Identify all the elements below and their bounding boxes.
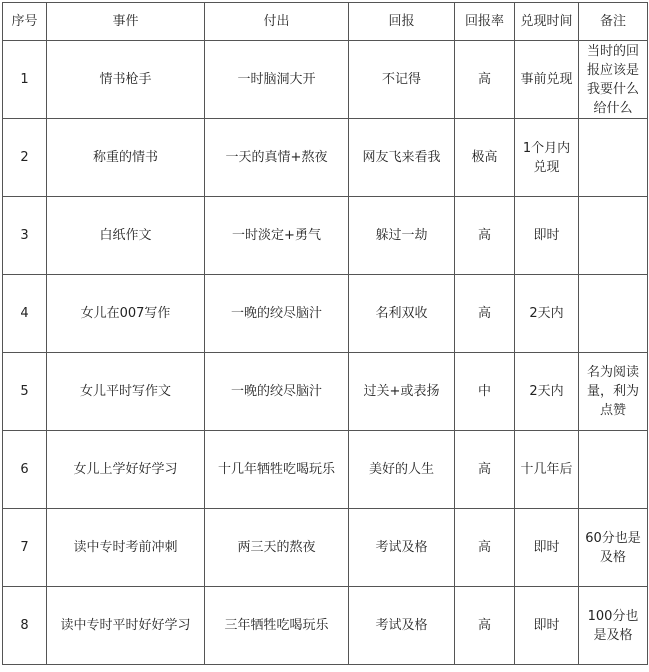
header-reward-rate: 回报率 bbox=[455, 3, 515, 41]
header-fulfillment-time: 兑现时间 bbox=[515, 3, 579, 41]
cell-note: 100分也是及格 bbox=[579, 587, 648, 665]
cell-reward: 名利双收 bbox=[349, 275, 455, 353]
cell-index: 8 bbox=[3, 587, 47, 665]
cell-reward-rate: 高 bbox=[455, 431, 515, 509]
cell-cost: 三年牺牲吃喝玩乐 bbox=[205, 587, 349, 665]
cell-index: 2 bbox=[3, 119, 47, 197]
cell-note bbox=[579, 197, 648, 275]
cell-reward-rate: 高 bbox=[455, 275, 515, 353]
table-row bbox=[3, 509, 648, 587]
cell-fulfillment-time: 2天内 bbox=[515, 275, 579, 353]
cell-event: 女儿上学好好学习 bbox=[47, 431, 205, 509]
cell-fulfillment-time: 2天内 bbox=[515, 353, 579, 431]
cell-reward: 躲过一劫 bbox=[349, 197, 455, 275]
cell-index: 1 bbox=[3, 41, 47, 119]
cell-reward: 考试及格 bbox=[349, 509, 455, 587]
cell-note: 60分也是及格 bbox=[579, 509, 648, 587]
cell-reward-rate: 极高 bbox=[455, 119, 515, 197]
cell-reward-rate: 高 bbox=[455, 41, 515, 119]
header-index: 序号 bbox=[3, 3, 47, 41]
cell-index: 4 bbox=[3, 275, 47, 353]
cell-cost: 一时淡定+勇气 bbox=[205, 197, 349, 275]
cell-cost: 一晚的绞尽脑汁 bbox=[205, 275, 349, 353]
cell-cost: 一晚的绞尽脑汁 bbox=[205, 353, 349, 431]
table-row bbox=[3, 197, 648, 275]
cell-reward-rate: 高 bbox=[455, 587, 515, 665]
cell-cost: 两三天的熬夜 bbox=[205, 509, 349, 587]
cell-note bbox=[579, 431, 648, 509]
cell-reward: 考试及格 bbox=[349, 587, 455, 665]
cell-event: 读中专时考前冲刺 bbox=[47, 509, 205, 587]
cell-fulfillment-time: 事前兑现 bbox=[515, 41, 579, 119]
cell-event: 情书枪手 bbox=[47, 41, 205, 119]
table-row bbox=[3, 119, 648, 197]
cell-note: 名为阅读量，利为点赞 bbox=[579, 353, 648, 431]
cell-event: 女儿平时写作文 bbox=[47, 353, 205, 431]
cell-fulfillment-time: 即时 bbox=[515, 509, 579, 587]
cell-note bbox=[579, 119, 648, 197]
header-note: 备注 bbox=[579, 3, 648, 41]
cell-note: 当时的回报应该是我要什么给什么 bbox=[579, 41, 648, 119]
cell-event: 女儿在007写作 bbox=[47, 275, 205, 353]
cell-cost: 十几年牺牲吃喝玩乐 bbox=[205, 431, 349, 509]
records-table bbox=[2, 2, 648, 665]
table-row bbox=[3, 353, 648, 431]
cell-reward-rate: 高 bbox=[455, 509, 515, 587]
table-row bbox=[3, 431, 648, 509]
header-event: 事件 bbox=[47, 3, 205, 41]
cell-reward: 不记得 bbox=[349, 41, 455, 119]
cell-fulfillment-time: 十几年后 bbox=[515, 431, 579, 509]
cell-event: 读中专时平时好好学习 bbox=[47, 587, 205, 665]
cell-cost: 一时脑洞大开 bbox=[205, 41, 349, 119]
cell-event: 称重的情书 bbox=[47, 119, 205, 197]
cell-reward: 网友飞来看我 bbox=[349, 119, 455, 197]
header-cost: 付出 bbox=[205, 3, 349, 41]
cell-reward-rate: 中 bbox=[455, 353, 515, 431]
header-reward: 回报 bbox=[349, 3, 455, 41]
cell-index: 7 bbox=[3, 509, 47, 587]
cell-index: 5 bbox=[3, 353, 47, 431]
table-row bbox=[3, 275, 648, 353]
table-row bbox=[3, 41, 648, 119]
cell-index: 6 bbox=[3, 431, 47, 509]
cell-reward-rate: 高 bbox=[455, 197, 515, 275]
table-row bbox=[3, 587, 648, 665]
cell-index: 3 bbox=[3, 197, 47, 275]
cell-event: 白纸作文 bbox=[47, 197, 205, 275]
cell-note bbox=[579, 275, 648, 353]
cell-fulfillment-time: 1个月内兑现 bbox=[515, 119, 579, 197]
cell-fulfillment-time: 即时 bbox=[515, 587, 579, 665]
cell-fulfillment-time: 即时 bbox=[515, 197, 579, 275]
cell-reward: 美好的人生 bbox=[349, 431, 455, 509]
cell-cost: 一天的真情+熬夜 bbox=[205, 119, 349, 197]
cell-reward: 过关+或表扬 bbox=[349, 353, 455, 431]
header-row bbox=[3, 3, 648, 41]
